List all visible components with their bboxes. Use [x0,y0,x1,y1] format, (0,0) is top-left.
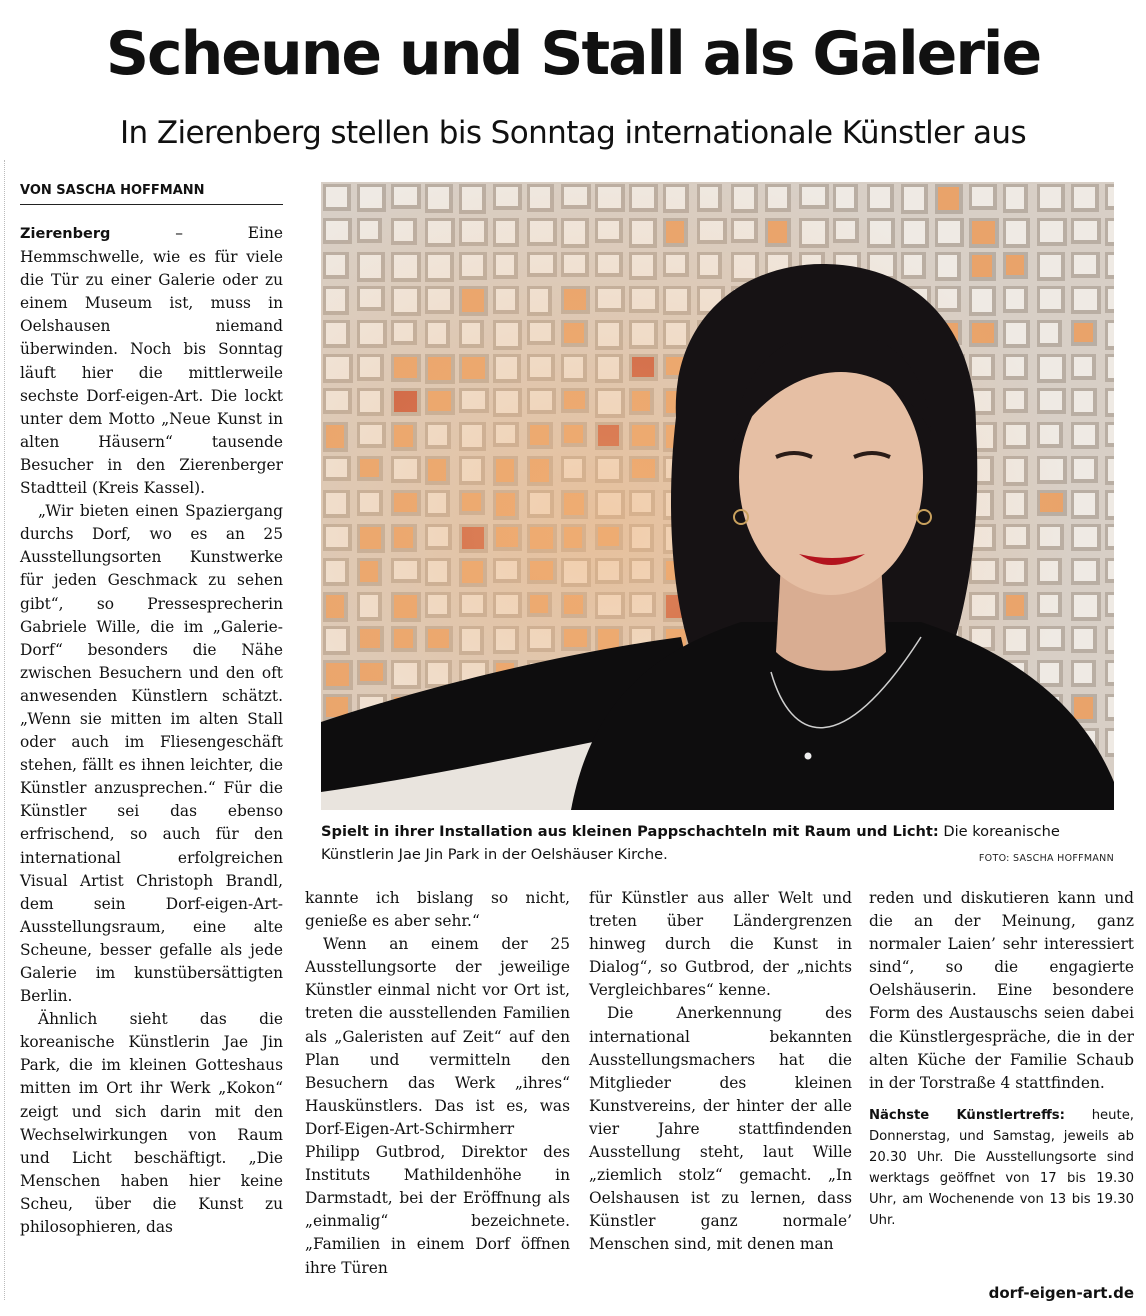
paragraph: kannte ich bislang so nicht, genieße es aber sehr.“ [305,889,570,931]
paragraph: Die Anerkennung des international bekannten Ausstellungsmachers hat die Mitglieder des kleinen Kunstvereins, der hinter der alle vier Jahre stattfindenden Ausstellung steht, laut Wille „ziemlich stolz“ gemacht. „In Oelshausen ist zu lernen, dass Künstler ganz normale’ Menschen sind, mit denen man [589,1004,852,1254]
paragraph: für Künstler aus aller Welt und treten über Ländergrenzen hinweg durch die Kunst in Dialog“, so Gutbrod, der „nichts Vergleichbares“ kenne. [589,889,852,1000]
article-photo [321,182,1114,810]
article-column-4 [869,887,1134,1231]
info-text: heute, Donnerstag, und Samstag, jeweils ab 20.30 Uhr. Die Ausstellungsorte sind werktags geöffnet von 17 bis 19.30 Uhr, am Wochenende von 13 bis 19.30 Uhr. [869,1107,1134,1228]
photo-credit: FOTO: SASCHA HOFFMANN [978,853,1114,864]
article-column-2 [305,887,570,1280]
paragraph: „Wir bieten einen Spaziergang durchs Dorf, wo es an 25 Ausstellungsorten Kunstwerke für jeden Geschmack zu sehen gibt“, so Pressesprecherin Gabriele Wille, die im „Galerie-Dorf“ besonders die Nähe zwischen Besuchern und den oft anwesenden Künstlern schätzt. „Wenn sie mitten im alten Stall oder auch im Fliesengeschäft stehen, fällt es ihnen leichter, die Künstler anzusprechen.“ Für die Künstler sei das ebenso erfrischend, so auch für den international erfolgreichen Visual Artist Christoph Brandl, dem sein Dorf-eigen-Art-Ausstellungsraum, eine alte Scheune, besser gefalle als jede Galerie im kunstübersättigten Berlin. [20,502,283,1006]
info-label: Nächste Künstlertreffs: [869,1107,1065,1123]
subheadline: In Zierenberg stellen bis Sonntag internationale Künstler aus [119,115,1027,151]
caption-text: Die koreanische Künstlerin Jae Jin Park in der Oelshäuser Kirche. [321,823,1060,863]
page-edge-dotted-rule [4,160,6,1300]
dateline-place: Zierenberg [20,226,111,242]
caption-lead: Spielt in ihrer Installation aus kleinen Pappschachteln mit Raum und Licht: [321,823,939,840]
byline: VON SASCHA HOFFMANN [20,180,283,205]
photo-artist-installation [321,182,1114,810]
paragraph: reden und diskutieren kann und die an der Meinung, ganz normaler Laien’ sehr interessiert sind“, so die engagierte Oelshäuserin. Eine besondere Form des Austauschs seien dabei die Künstlergespräche, die in der alten Küche der Familie Schaub in der Torstraße 4 stattfinden. [869,889,1134,1092]
paragraph-text: – Eine Hemmschwelle, wie es für viele die Tür zu einer Galerie oder zu einem Museum ist, muss in Oelshausen niemand überwinden. Noch bis Sonntag läuft hier die mittlerweile sechste Dorf-eigen-Art. Die lockt unter dem Motto „Neue Kunst in alten Häusern“ tausende Besucher in den Zierenberger Stadtteil (Kreis Kassel). [20,224,283,498]
website-link[interactable]: dorf-eigen-art.de [988,1284,1134,1302]
paragraph [20,222,283,500]
info-box [869,1105,1134,1231]
headline: Scheune und Stall als Galerie [105,19,1041,89]
article-column-1 [20,222,283,1239]
article-column-3 [589,887,852,1257]
paragraph: Ähnlich sieht das die koreanische Künstlerin Jae Jin Park, die im kleinen Gotteshaus mitten im Ort ihr Werk „Kokon“ zeigt und sich darin mit den Wechselwirkungen von Raum und Licht beschäftigt. „Die Menschen haben hier keine Scheu, über die Kunst zu philosophieren, das [20,1010,283,1237]
paragraph: Wenn an einem der 25 Ausstellungsorte der jeweilige Künstler einmal nicht vor Ort ist, treten die ausstellenden Familien als „Galeristen auf Zeit“ auf den Plan und vermitteln den Besuchern das Werk „ihres“ Hauskünstlers. Das ist es, was Dorf-Eigen-Art-Schirmherr Philipp Gutbrod, Direktor des Instituts Mathildenhöhe in Darmstadt, bei der Eröffnung als „einmalig“ bezeichnete. „Familien in einem Dorf öffnen ihre Türen [305,935,570,1277]
